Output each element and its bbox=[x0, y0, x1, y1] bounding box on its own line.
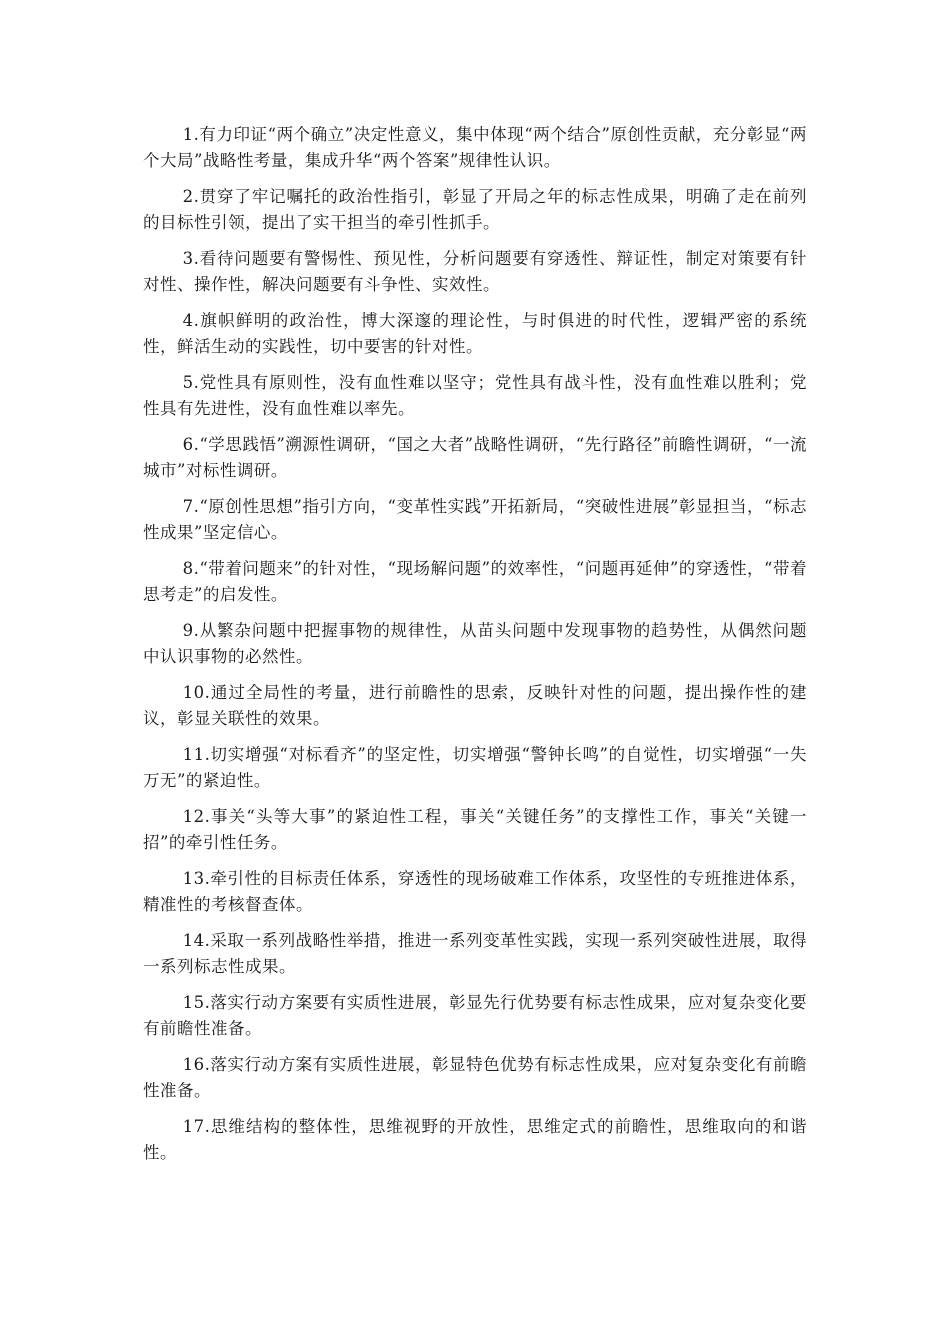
paragraph-1: 1.有力印证“两个确立”决定性意义，集中体现“两个结合”原创性贡献，充分彰显“两个大局”战略性考量，集成升华“两个答案”规律性认识。 bbox=[143, 125, 807, 170]
paragraph-3: 3.看待问题要有警惕性、预见性，分析问题要有穿透性、辩证性，制定对策要有针对性、操作性，解决问题要有斗争性、实效性。 bbox=[143, 249, 807, 294]
paragraph-15: 15.落实行动方案要有实质性进展，彰显先行优势要有标志性成果，应对复杂变化要有前瞻性准备。 bbox=[143, 993, 807, 1038]
paragraph-17: 17.思维结构的整体性，思维视野的开放性，思维定式的前瞻性，思维取向的和谐性。 bbox=[143, 1117, 807, 1162]
paragraph-7: 7.“原创性思想”指引方向，“变革性实践”开拓新局，“突破性进展”彰显担当，“标志性成果”坚定信心。 bbox=[143, 497, 807, 542]
paragraph-12: 12.事关“头等大事”的紧迫性工程，事关“关键任务”的支撑性工作，事关“关键一招”的牵引性任务。 bbox=[143, 807, 807, 852]
paragraph-6: 6.“学思践悟”溯源性调研，“国之大者”战略性调研，“先行路径”前瞻性调研，“一流城市”对标性调研。 bbox=[143, 435, 807, 480]
paragraph-4: 4.旗帜鲜明的政治性，博大深邃的理论性，与时俱进的时代性，逻辑严密的系统性，鲜活生动的实践性，切中要害的针对性。 bbox=[143, 311, 807, 356]
document-body bbox=[143, 122, 807, 1176]
paragraph-16: 16.落实行动方案有实质性进展，彰显特色优势有标志性成果，应对复杂变化有前瞻性准备。 bbox=[143, 1055, 807, 1100]
paragraph-14: 14.采取一系列战略性举措，推进一系列变革性实践，实现一系列突破性进展，取得一系列标志性成果。 bbox=[143, 931, 807, 976]
paragraph-10: 10.通过全局性的考量，进行前瞻性的思索，反映针对性的问题，提出操作性的建议，彰显关联性的效果。 bbox=[143, 683, 807, 728]
paragraph-13: 13.牵引性的目标责任体系，穿透性的现场破难工作体系，攻坚性的专班推进体系，精准性的考核督查体。 bbox=[143, 869, 807, 914]
paragraph-2: 2.贯穿了牢记嘱托的政治性指引，彰显了开局之年的标志性成果，明确了走在前列的目标性引领，提出了实干担当的牵引性抓手。 bbox=[143, 187, 807, 232]
paragraph-9: 9.从繁杂问题中把握事物的规律性，从苗头问题中发现事物的趋势性，从偶然问题中认识事物的必然性。 bbox=[143, 621, 807, 666]
paragraph-8: 8.“带着问题来”的针对性，“现场解问题”的效率性，“问题再延伸”的穿透性，“带着思考走”的启发性。 bbox=[143, 559, 807, 604]
paragraph-11: 11.切实增强“对标看齐”的坚定性，切实增强“警钟长鸣”的自觉性，切实增强“一失万无”的紧迫性。 bbox=[143, 745, 807, 790]
paragraph-5: 5.党性具有原则性，没有血性难以坚守；党性具有战斗性，没有血性难以胜利；党性具有先进性，没有血性难以率先。 bbox=[143, 373, 807, 418]
